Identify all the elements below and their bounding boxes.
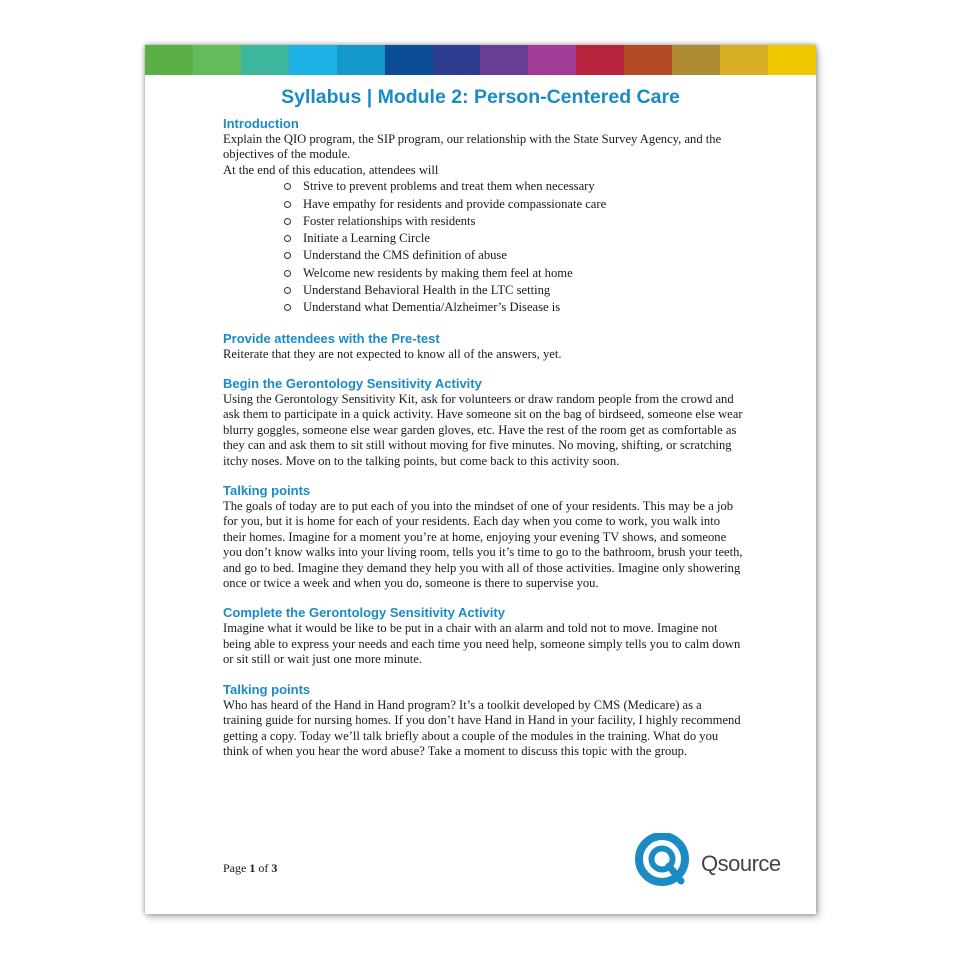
color-band-segment <box>337 45 385 75</box>
document-body <box>223 116 743 773</box>
section-talking-points-2 <box>223 682 743 760</box>
section-complete-activity <box>223 605 743 667</box>
objectives-list <box>283 178 743 316</box>
section-heading: Talking points <box>223 483 311 499</box>
section-text: Imagine what it would be like to be put in a chair with an alarm and told not to move. Imagine not being able to express your needs and each time you need help, someone simply tells you to calm down or sit still or wait just one more minute. <box>223 621 741 667</box>
list-item: Initiate a Learning Circle <box>283 230 743 247</box>
page-title: Syllabus | Module 2: Person-Centered Care <box>281 86 680 108</box>
page-of: of <box>258 861 269 875</box>
color-band-segment <box>193 45 241 75</box>
color-band-segment <box>768 45 816 75</box>
list-item: Strive to prevent problems and treat them when necessary <box>283 178 743 195</box>
section-text: Using the Gerontology Sensitivity Kit, ask for volunteers or draw random people from the crowd and ask them to participate in a quick activity. Have someone sit on the bag of birdseed, someone else wear blurry goggles, someone else wear garden gloves, etc. Have the rest of the room get as comfortable as they can and ask them to sit still without moving for five minutes. No moving, shifting, or scratching itchy noses. Move on to the talking points, but come back to this activity soon. <box>223 392 743 468</box>
section-heading: Talking points <box>223 681 311 697</box>
color-band-segment <box>145 45 193 75</box>
list-item: Foster relationships with residents <box>283 213 743 230</box>
section-text: Who has heard of the Hand in Hand program? It’s a toolkit developed by CMS (Medicare) as a training guide for nursing homes. If you don’t have Hand in Hand in your facility, I highly recommend getting a copy. Today we’ll talk briefly about a couple of the modules in the training. What do you think of when you hear the word abuse? Take a moment to discuss this topic with the group. <box>223 697 741 758</box>
color-band-segment <box>624 45 672 75</box>
section-introduction <box>223 116 743 317</box>
color-band-segment <box>289 45 337 75</box>
page-current: 1 <box>249 861 256 875</box>
color-band-segment <box>480 45 528 75</box>
section-text: Reiterate that they are not expected to know all of the answers, yet. <box>223 346 562 361</box>
page-total: 3 <box>271 861 278 875</box>
page-word: Page <box>223 861 247 875</box>
objectives-lead: At the end of this education, attendees will <box>223 162 439 177</box>
color-band <box>145 45 816 75</box>
section-talking-points-1 <box>223 483 743 591</box>
color-band-segment <box>433 45 481 75</box>
section-heading: Provide attendees with the Pre-test <box>223 330 440 346</box>
color-band-segment <box>528 45 576 75</box>
color-band-segment <box>576 45 624 75</box>
section-text: Explain the QIO program, the SIP program, our relationship with the State Survey Agency, and the objectives of the module. <box>223 132 722 162</box>
section-pretest <box>223 331 743 362</box>
color-band-segment <box>241 45 289 75</box>
color-band-segment <box>720 45 768 75</box>
page-number <box>223 861 277 876</box>
color-band-segment <box>385 45 433 75</box>
section-begin-activity <box>223 376 743 469</box>
section-heading: Complete the Gerontology Sensitivity Activity <box>223 605 505 621</box>
logo-wordmark: Qsource <box>701 851 781 876</box>
color-band-segment <box>672 45 720 75</box>
section-text: The goals of today are to put each of you into the mindset of one of your residents. This may be a job for you, but it is home for each of your residents. Each day when you come to work, you walk into their homes. Imagine for a moment you’re at home, enjoying your evening TV shows, and someone you don’t know walks into your living room, tells you it’s time to go to the bathroom, brush your teeth, and go to bed. Imagine they demand they help you with all of those activities. Imagine only showering once or twice a week and when you do, someone is there to supervise you. <box>223 499 743 591</box>
list-item: Have empathy for residents and provide compassionate care <box>283 196 743 213</box>
list-item: Understand Behavioral Health in the LTC setting <box>283 282 743 299</box>
list-item: Understand the CMS definition of abuse <box>283 247 743 264</box>
document-page <box>145 45 816 914</box>
list-item: Understand what Dementia/Alzheimer’s Disease is <box>283 299 743 316</box>
section-heading: Begin the Gerontology Sensitivity Activity <box>223 376 482 391</box>
section-heading: Introduction <box>223 116 299 131</box>
list-item: Welcome new residents by making them feel at home <box>283 265 743 282</box>
